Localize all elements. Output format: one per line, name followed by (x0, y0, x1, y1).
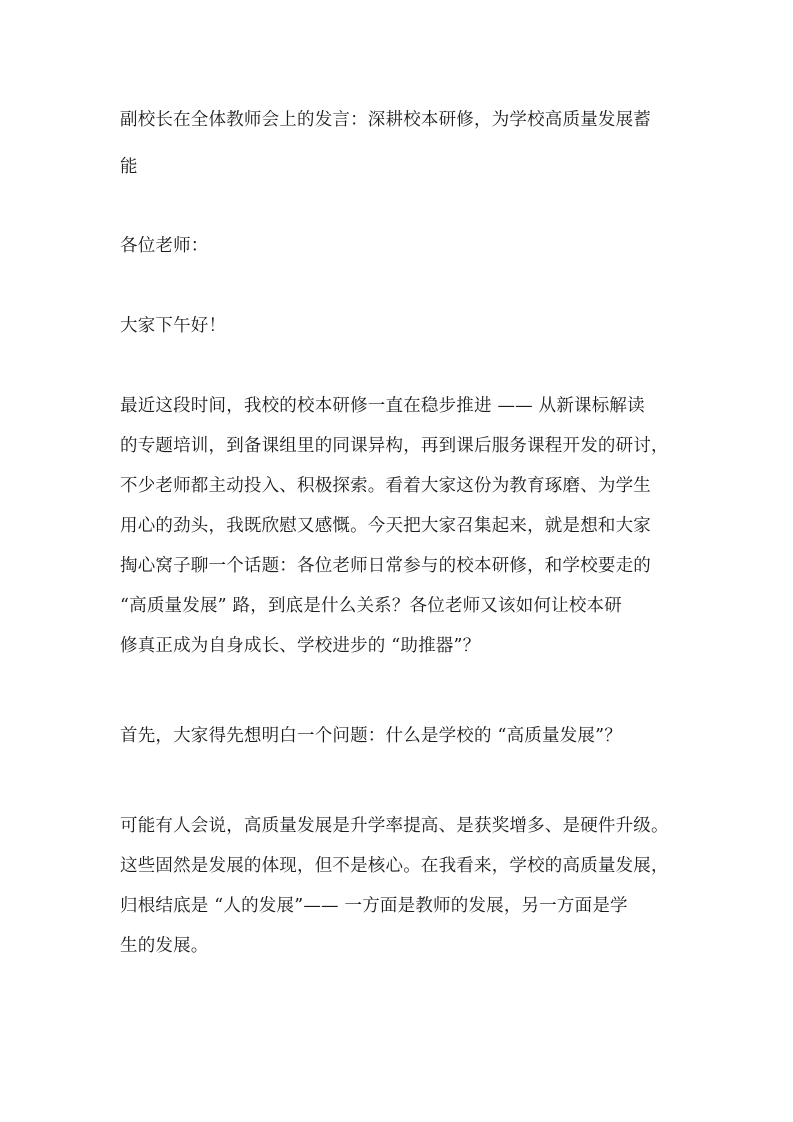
paragraph-2-line: 首先，大家得先想明白一个问题：什么是学校的 “高质量发展”？ (120, 726, 622, 746)
paragraph-3-line: 归根结底是 “人的发展”—— 一方面是教师的发展，另一方面是学 (120, 896, 628, 916)
salutation: 各位老师： (120, 236, 209, 256)
document-title-line-1: 副校长在全体教师会上的发言：深耕校本研修，为学校高质量发展蓄 (120, 110, 651, 130)
greeting: 大家下午好！ (120, 316, 227, 336)
paragraph-3-line: 生的发展。 (120, 936, 209, 956)
paragraph-1-line: 掏心窝子聊一个话题：各位老师日常参与的校本研修，和学校要走的 (120, 556, 651, 576)
paragraph-1-line: 的专题培训，到备课组里的同课异构，再到课后服务课程开发的研讨， (120, 436, 669, 456)
paragraph-3-line: 这些固然是发展的体现，但不是核心。在我看来，学校的高质量发展， (120, 856, 669, 876)
paragraph-1-line: 最近这段时间，我校的校本研修一直在稳步推进 —— 从新课标解读 (120, 396, 645, 416)
paragraph-1-line: 用心的劲头，我既欣慰又感慨。今天把大家召集起来，就是想和大家 (120, 516, 651, 536)
paragraph-1-line: “高质量发展” 路，到底是什么关系？各位老师又该如何让校本研 (120, 596, 622, 616)
document-title-line-2: 能 (120, 157, 138, 177)
paragraph-1-line: 不少老师都主动投入、积极探索。看着大家这份为教育琢磨、为学生 (120, 476, 651, 496)
paragraph-3-line: 可能有人会说，高质量发展是升学率提高、是获奖增多、是硬件升级。 (120, 816, 669, 836)
paragraph-1-line: 修真正成为自身成长、学校进步的 “助推器”？ (120, 636, 481, 656)
